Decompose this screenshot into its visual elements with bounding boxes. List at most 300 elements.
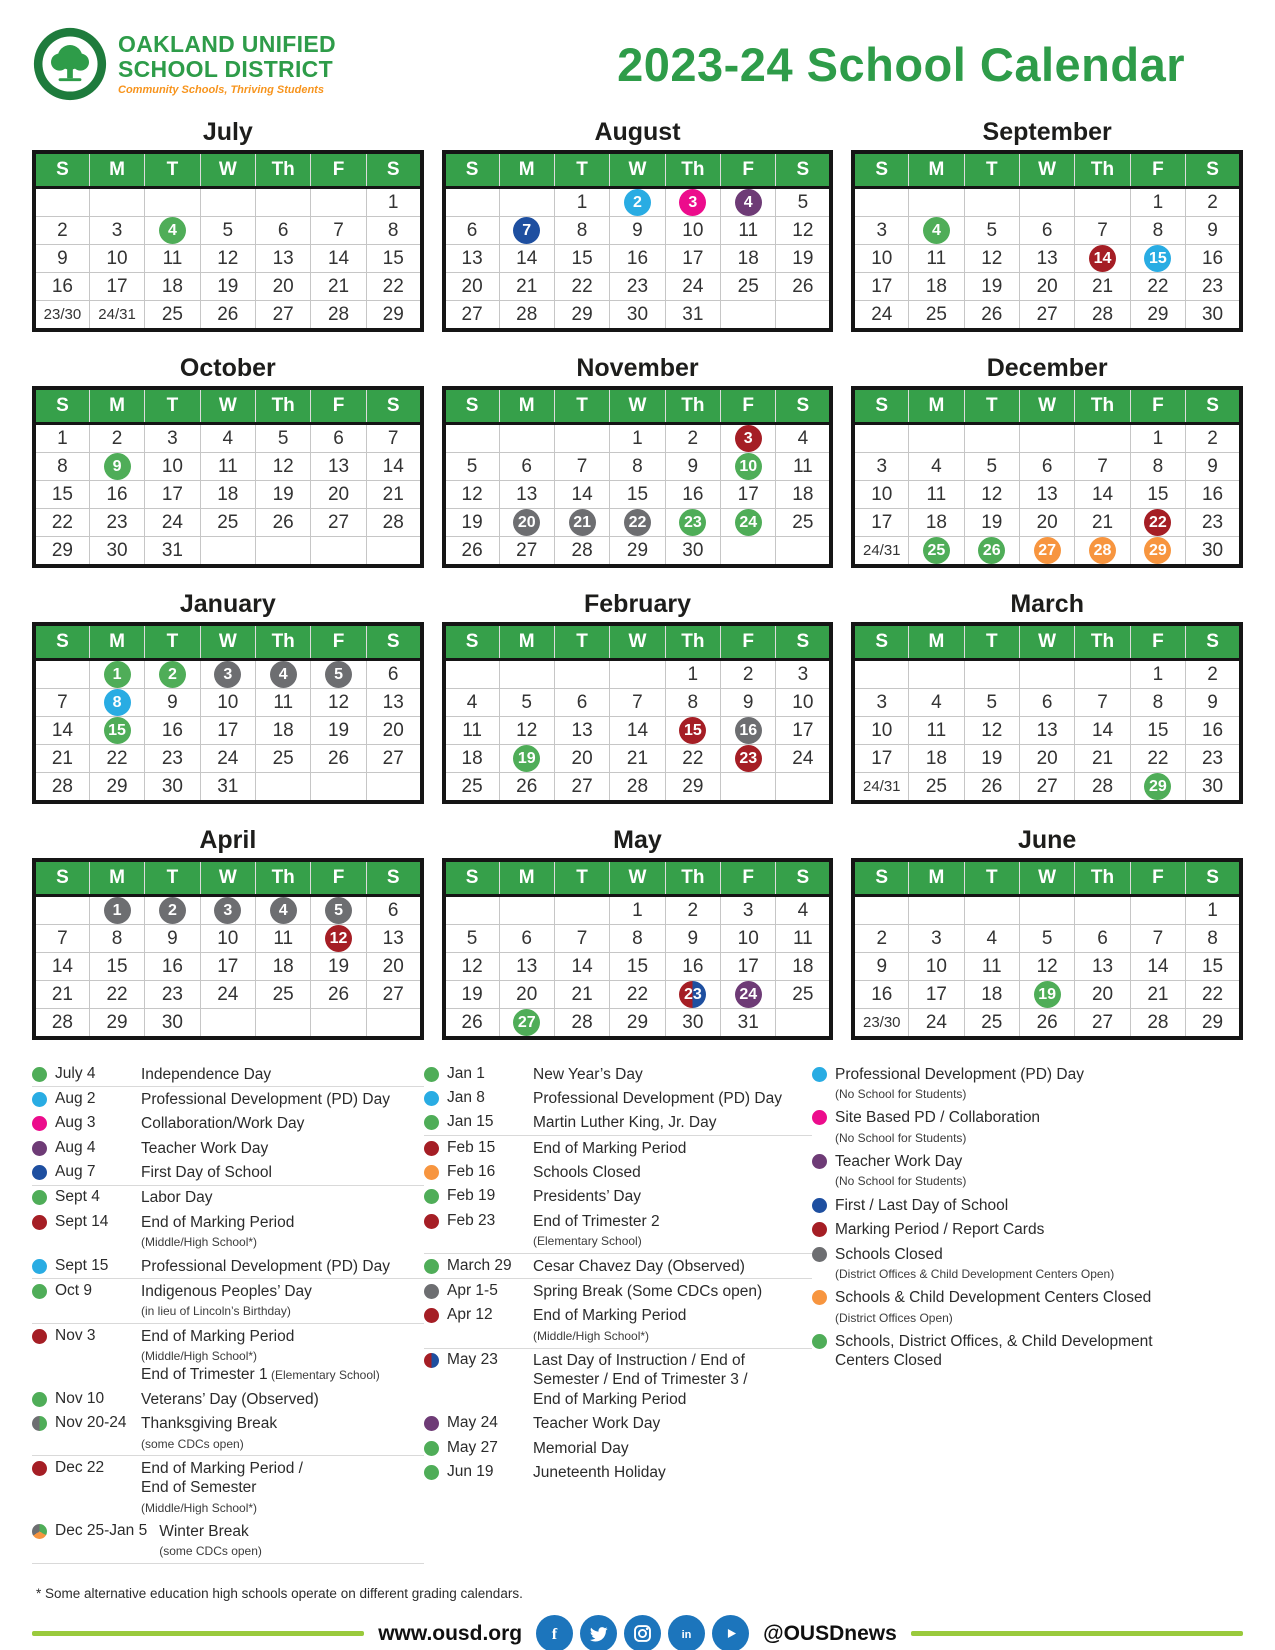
darkred-legend-dot <box>812 1222 827 1237</box>
day-cell: 9 <box>145 925 200 953</box>
weekday-header: Th <box>1075 152 1130 188</box>
weekday-header: T <box>145 860 200 896</box>
day-cell: 1 <box>366 188 421 217</box>
calendar-table <box>442 386 834 568</box>
day-cell: 9 <box>1186 689 1241 717</box>
legend-description: Veterans’ Day (Observed) <box>141 1390 319 1408</box>
day-cell: 18 <box>909 745 964 773</box>
day-cell: 13 <box>1075 953 1130 981</box>
day-cell: 1 <box>610 896 665 925</box>
day-cell: 25 <box>256 745 311 773</box>
day-cell: 31 <box>145 537 200 567</box>
twitter-icon[interactable] <box>580 1615 617 1650</box>
day-cell: 16 <box>853 981 908 1009</box>
day-cell: 17 <box>665 245 720 273</box>
day-cell: 8 <box>610 453 665 481</box>
weekday-header: S <box>444 624 499 660</box>
day-cell: 18 <box>776 953 831 981</box>
day-cell: 21 <box>34 981 89 1009</box>
legend-item <box>424 1412 812 1436</box>
day-cell: 20 <box>499 981 554 1009</box>
day-cell <box>554 509 609 537</box>
day-cell <box>311 896 366 925</box>
day-cell: 18 <box>721 245 776 273</box>
weekday-header: T <box>964 388 1019 424</box>
day-cell: 25 <box>909 773 964 803</box>
legend-date: Jan 1 <box>447 1064 485 1082</box>
day-cell <box>721 188 776 217</box>
weekday-header: S <box>444 860 499 896</box>
month-june <box>851 826 1243 1040</box>
day-cell: 29 <box>665 773 720 803</box>
day-cell: 23/30 <box>34 301 89 331</box>
legend-description: Schools Closed (District Offices & Child Development Centers Open) <box>835 1245 1115 1281</box>
month-title: November <box>576 354 699 382</box>
day-cell <box>89 896 144 925</box>
legend-description: End of Marking Period (Middle/High School*) <box>533 1307 687 1343</box>
legend-item <box>424 1304 812 1349</box>
day-cell: 1 <box>665 660 720 689</box>
day-cell: 18 <box>964 981 1019 1009</box>
legend-item <box>812 1286 1243 1330</box>
weekday-header: Th <box>665 152 720 188</box>
weekday-header: S <box>1186 860 1241 896</box>
day-cell: 10 <box>200 689 255 717</box>
weekday-header: T <box>964 624 1019 660</box>
day-cell: 26 <box>964 773 1019 803</box>
day-cell: 11 <box>256 689 311 717</box>
day-cell: 6 <box>1019 453 1074 481</box>
weekday-header: M <box>499 860 554 896</box>
legend-description: Professional Development (PD) Day <box>533 1089 782 1107</box>
weekday-header: W <box>610 388 665 424</box>
legend-description: Juneteenth Holiday <box>533 1463 666 1481</box>
day-cell: 10 <box>89 245 144 273</box>
event-day: 23 <box>679 981 706 1008</box>
day-cell: 5 <box>499 689 554 717</box>
green-legend-dot <box>32 1284 47 1299</box>
day-cell <box>311 1009 366 1039</box>
day-cell: 16 <box>1186 481 1241 509</box>
legend-date: Sept 4 <box>55 1188 100 1206</box>
day-cell: 13 <box>499 953 554 981</box>
legend-description: End of Marking Period / End of Semester (Middle/High School*) <box>141 1459 303 1515</box>
day-cell: 10 <box>200 925 255 953</box>
darkred-legend-dot <box>32 1461 47 1476</box>
logo-line2: SCHOOL DISTRICT <box>118 55 333 82</box>
legend-item <box>424 1436 812 1460</box>
day-cell: 18 <box>200 481 255 509</box>
day-cell: 11 <box>145 245 200 273</box>
gray-legend-dot <box>812 1247 827 1262</box>
legend-item <box>32 1254 424 1279</box>
day-cell: 5 <box>964 217 1019 245</box>
month-april <box>32 826 424 1040</box>
month-july <box>32 118 424 332</box>
day-cell: 29 <box>554 301 609 331</box>
day-cell: 26 <box>311 745 366 773</box>
event-day: 27 <box>1034 537 1061 564</box>
day-cell <box>145 188 200 217</box>
day-cell: 12 <box>311 689 366 717</box>
day-cell: 3 <box>721 896 776 925</box>
day-cell <box>554 424 609 453</box>
day-cell: 19 <box>311 953 366 981</box>
weekday-header: S <box>853 624 908 660</box>
day-cell: 1 <box>1130 660 1185 689</box>
day-cell: 17 <box>200 717 255 745</box>
event-day: 29 <box>1144 773 1171 800</box>
month-september <box>851 118 1243 332</box>
legend-item <box>32 1062 424 1087</box>
day-cell: 28 <box>1075 301 1130 331</box>
day-cell: 17 <box>853 745 908 773</box>
month-title: September <box>982 118 1112 146</box>
day-cell: 14 <box>34 717 89 745</box>
day-cell: 19 <box>964 509 1019 537</box>
day-cell <box>610 660 665 689</box>
day-cell: 22 <box>665 745 720 773</box>
event-day: 20 <box>513 509 540 536</box>
legend-description: Memorial Day <box>533 1439 629 1457</box>
legend-item <box>32 1412 424 1457</box>
purple-legend-dot <box>424 1416 439 1431</box>
legend-item <box>424 1279 812 1303</box>
day-cell: 16 <box>1186 717 1241 745</box>
day-cell <box>853 896 908 925</box>
day-cell: 7 <box>1130 925 1185 953</box>
day-cell: 10 <box>665 217 720 245</box>
legend-description: Schools, District Offices, & Child Development Centers Closed <box>835 1333 1153 1370</box>
pink-legend-dot <box>32 1116 47 1131</box>
month-title: April <box>199 826 257 854</box>
legend-description: Winter Break (some CDCs open) <box>159 1523 262 1559</box>
day-cell <box>1019 896 1074 925</box>
day-cell: 29 <box>89 1009 144 1039</box>
legend-description: End of Marking Period (Middle/High School*) End of Trimester 1 (Elementary School) <box>141 1327 380 1384</box>
day-cell: 13 <box>499 481 554 509</box>
event-day: 9 <box>104 453 131 480</box>
day-cell: 1 <box>34 424 89 453</box>
day-cell: 1 <box>554 188 609 217</box>
day-cell: 25 <box>964 1009 1019 1039</box>
day-cell <box>200 188 255 217</box>
weekday-header: S <box>444 388 499 424</box>
day-cell: 21 <box>366 481 421 509</box>
day-cell: 5 <box>1019 925 1074 953</box>
weekday-header: T <box>554 152 609 188</box>
month-march <box>851 590 1243 804</box>
event-day: 22 <box>1144 509 1171 536</box>
day-cell: 2 <box>665 424 720 453</box>
day-cell <box>145 896 200 925</box>
page-header <box>32 26 1243 102</box>
legend-description: End of Marking Period <box>533 1139 687 1157</box>
day-cell: 24/31 <box>853 537 908 567</box>
page-footer <box>32 1615 1243 1650</box>
day-cell: 9 <box>145 689 200 717</box>
day-cell: 15 <box>610 953 665 981</box>
day-cell: 19 <box>200 273 255 301</box>
logo-line1: OAKLAND UNIFIED <box>118 30 336 57</box>
legend-date: May 27 <box>447 1438 498 1456</box>
day-cell: 14 <box>554 953 609 981</box>
day-cell: 1 <box>1130 188 1185 217</box>
day-cell: 17 <box>89 273 144 301</box>
day-cell: 27 <box>366 745 421 773</box>
day-cell: 13 <box>1019 481 1074 509</box>
day-cell: 23 <box>145 981 200 1009</box>
day-cell <box>1019 660 1074 689</box>
facebook-icon[interactable] <box>536 1615 573 1650</box>
legend-date: Sept 15 <box>55 1256 109 1274</box>
day-cell: 19 <box>256 481 311 509</box>
day-cell <box>964 537 1019 567</box>
cyan-legend-dot <box>32 1259 47 1274</box>
day-cell: 15 <box>89 953 144 981</box>
legend-description: Thanksgiving Break (some CDCs open) <box>141 1415 278 1451</box>
event-day: 5 <box>325 661 352 688</box>
day-cell: 25 <box>444 773 499 803</box>
day-cell: 20 <box>1019 509 1074 537</box>
event-day: 12 <box>325 925 352 952</box>
day-cell <box>610 188 665 217</box>
day-cell: 28 <box>366 509 421 537</box>
day-cell: 30 <box>1186 773 1241 803</box>
weekday-header: S <box>34 860 89 896</box>
weekday-header: F <box>311 860 366 896</box>
day-cell: 6 <box>311 424 366 453</box>
legend-item <box>32 1324 424 1387</box>
day-cell: 4 <box>964 925 1019 953</box>
day-cell <box>200 896 255 925</box>
day-cell: 11 <box>909 481 964 509</box>
weekday-header: M <box>89 152 144 188</box>
day-cell <box>909 424 964 453</box>
calendar-table <box>851 150 1243 332</box>
weekday-header: W <box>610 152 665 188</box>
day-cell: 8 <box>1130 453 1185 481</box>
event-day: 8 <box>104 689 131 716</box>
day-cell <box>256 660 311 689</box>
day-cell <box>964 660 1019 689</box>
day-cell: 2 <box>1186 188 1241 217</box>
day-cell <box>1019 537 1074 567</box>
day-cell <box>499 509 554 537</box>
month-title: January <box>179 590 276 618</box>
day-cell <box>1075 424 1130 453</box>
day-cell: 7 <box>366 424 421 453</box>
day-cell <box>311 188 366 217</box>
day-cell: 26 <box>776 273 831 301</box>
day-cell <box>721 453 776 481</box>
day-cell: 4 <box>444 689 499 717</box>
event-day: 10 <box>735 453 762 480</box>
day-cell: 15 <box>1130 481 1185 509</box>
day-cell: 16 <box>610 245 665 273</box>
calendar-table <box>32 858 424 1040</box>
day-cell: 16 <box>34 273 89 301</box>
day-cell: 26 <box>444 1009 499 1039</box>
weekday-header: T <box>964 860 1019 896</box>
legend-date: Nov 20-24 <box>55 1414 127 1432</box>
weekday-header: S <box>776 388 831 424</box>
day-cell: 27 <box>1019 301 1074 331</box>
day-cell: 14 <box>34 953 89 981</box>
weekday-header: S <box>366 152 421 188</box>
month-title: October <box>179 354 276 382</box>
day-cell: 5 <box>200 217 255 245</box>
social-handle[interactable]: @OUSDnews <box>763 1621 897 1645</box>
legend-date: Aug 3 <box>55 1114 96 1132</box>
legend-description: End of Trimester 2 (Elementary School) <box>533 1212 660 1249</box>
legend-item <box>32 1210 424 1254</box>
day-cell: 6 <box>256 217 311 245</box>
weekday-header: M <box>909 388 964 424</box>
legend-date: Jun 19 <box>447 1462 494 1480</box>
day-cell: 17 <box>721 481 776 509</box>
legend <box>32 1062 1243 1564</box>
day-cell: 18 <box>444 745 499 773</box>
day-cell: 26 <box>256 509 311 537</box>
calendar-table <box>32 150 424 332</box>
day-cell: 11 <box>776 453 831 481</box>
day-cell: 13 <box>554 717 609 745</box>
legend-date: Jan 15 <box>447 1113 494 1131</box>
event-day: 23 <box>679 509 706 536</box>
weekday-header: F <box>311 388 366 424</box>
day-cell: 24 <box>776 745 831 773</box>
day-cell: 23 <box>145 745 200 773</box>
youtube-icon[interactable] <box>712 1615 749 1650</box>
legend-item <box>424 1460 812 1484</box>
day-cell: 29 <box>1186 1009 1241 1039</box>
footnote: * Some alternative education high schools operate on different grading calendars. <box>36 1586 523 1602</box>
day-cell <box>444 660 499 689</box>
weekday-header: S <box>34 624 89 660</box>
day-cell <box>311 660 366 689</box>
legend-item <box>424 1185 812 1209</box>
cyan-legend-dot <box>32 1092 47 1107</box>
orange-legend-dot <box>424 1165 439 1180</box>
weekday-header: S <box>1186 624 1241 660</box>
day-cell <box>145 217 200 245</box>
legend-description: Schools Closed <box>533 1164 641 1181</box>
day-cell: 25 <box>145 301 200 331</box>
day-cell: 27 <box>1019 773 1074 803</box>
day-cell <box>909 660 964 689</box>
weekday-header: Th <box>256 624 311 660</box>
day-cell <box>311 537 366 567</box>
day-cell <box>665 188 720 217</box>
day-cell: 12 <box>776 217 831 245</box>
event-day: 4 <box>923 217 950 244</box>
day-cell: 27 <box>444 301 499 331</box>
day-cell <box>1075 188 1130 217</box>
day-cell: 31 <box>200 773 255 803</box>
green-legend-dot <box>424 1441 439 1456</box>
split_red_blue-legend-dot <box>424 1353 439 1368</box>
day-cell: 22 <box>366 273 421 301</box>
month-december <box>851 354 1243 568</box>
day-cell: 28 <box>610 773 665 803</box>
day-cell: 5 <box>964 689 1019 717</box>
day-cell: 4 <box>776 424 831 453</box>
event-day: 26 <box>978 537 1005 564</box>
day-cell: 6 <box>366 896 421 925</box>
day-cell <box>721 981 776 1009</box>
month-january <box>32 590 424 804</box>
day-cell: 6 <box>1075 925 1130 953</box>
day-cell <box>721 301 776 331</box>
day-cell <box>499 745 554 773</box>
legend-item <box>32 1279 424 1324</box>
day-cell: 16 <box>1186 245 1241 273</box>
day-cell: 9 <box>610 217 665 245</box>
event-day: 19 <box>1034 981 1061 1008</box>
day-cell: 20 <box>554 745 609 773</box>
day-cell: 31 <box>721 1009 776 1039</box>
day-cell: 17 <box>853 273 908 301</box>
event-day: 28 <box>1089 537 1116 564</box>
day-cell: 11 <box>200 453 255 481</box>
day-cell: 9 <box>34 245 89 273</box>
day-cell: 17 <box>776 717 831 745</box>
weekday-header: S <box>853 860 908 896</box>
day-cell: 15 <box>610 481 665 509</box>
legend-date: Aug 2 <box>55 1089 96 1107</box>
day-cell: 7 <box>1075 689 1130 717</box>
day-cell <box>34 896 89 925</box>
weekday-header: Th <box>1075 624 1130 660</box>
day-cell: 28 <box>311 301 366 331</box>
day-cell: 7 <box>1075 217 1130 245</box>
day-cell: 6 <box>499 453 554 481</box>
day-cell: 30 <box>665 1009 720 1039</box>
calendar-table <box>442 150 834 332</box>
legend-item <box>32 1136 424 1160</box>
day-cell: 15 <box>1130 717 1185 745</box>
darkred-legend-dot <box>424 1308 439 1323</box>
weekday-header: Th <box>665 388 720 424</box>
day-cell: 13 <box>366 689 421 717</box>
day-cell: 11 <box>909 245 964 273</box>
linkedin-icon[interactable] <box>668 1615 705 1650</box>
instagram-icon[interactable] <box>624 1615 661 1650</box>
day-cell: 12 <box>964 717 1019 745</box>
website-link[interactable]: www.ousd.org <box>378 1621 523 1645</box>
day-cell: 13 <box>366 925 421 953</box>
day-cell: 12 <box>499 717 554 745</box>
legend-description: Professional Development (PD) Day <box>141 1257 390 1275</box>
legend-description: Teacher Work Day <box>141 1139 269 1157</box>
weekday-header: S <box>444 152 499 188</box>
day-cell: 9 <box>721 689 776 717</box>
legend-date: Dec 22 <box>55 1458 105 1476</box>
weekday-header: M <box>909 624 964 660</box>
day-cell <box>200 660 255 689</box>
weekday-header: T <box>145 152 200 188</box>
legend-description: Independence Day <box>141 1065 272 1083</box>
day-cell <box>1130 537 1185 567</box>
weekday-header: W <box>610 860 665 896</box>
weekday-header: S <box>34 152 89 188</box>
legend-item <box>812 1218 1243 1242</box>
day-cell: 25 <box>909 301 964 331</box>
month-november <box>442 354 834 568</box>
day-cell <box>89 689 144 717</box>
day-cell: 28 <box>554 1009 609 1039</box>
